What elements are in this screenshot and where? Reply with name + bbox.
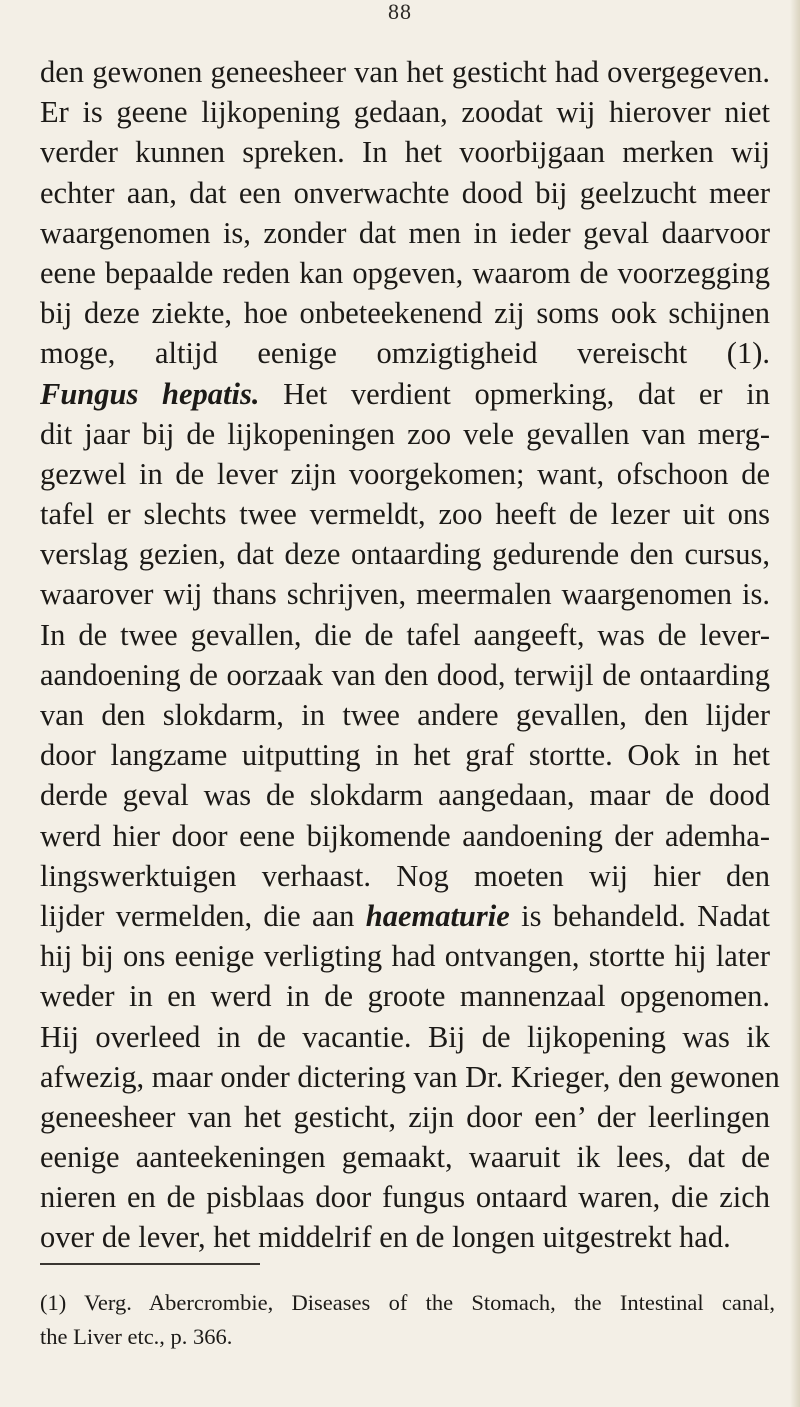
text-line: bij deze ziekte, hoe onbeteekenend zij soms ook schijnen (40, 296, 770, 331)
text-line: lingswerktuigen verhaast. Nog moeten wij hier den (40, 858, 770, 893)
text-line: eenige aanteekeningen gemaakt, waaruit ik lees, dat de (40, 1140, 770, 1175)
text-line: over de lever, het middelrif en de longen uitgestrekt had. (40, 1220, 731, 1255)
text-fragment: lijder vermelden, die aan (40, 898, 366, 933)
page-edge-shadow (790, 0, 800, 1407)
text-line: derde geval was de slokdarm aangedaan, maar de dood (40, 778, 770, 813)
text-line: weder in en werd in de groote mannenzaal opgenomen. (40, 979, 770, 1014)
text-line (40, 896, 770, 936)
text-line: werd hier door eene bijkomende aandoening der ademha- (40, 818, 770, 853)
text-line: dit jaar bij de lijkopeningen zoo vele gevallen van merg- (40, 416, 770, 451)
text-line: eene bepaalde reden kan opgeven, waarom de voorzegging (40, 255, 770, 290)
text-fragment: is behandeld. Nadat (509, 898, 770, 933)
text-line: Hij overleed in de vacantie. Bij de lijkopening was ik (40, 1019, 770, 1054)
footnote-divider (40, 1263, 260, 1265)
text-line: geneesheer van het gesticht, zijn door een’ der leerlingen (40, 1099, 770, 1134)
text-line: In de twee gevallen, die de tafel aangeeft, was de lever- (40, 617, 770, 652)
text-line: echter aan, dat een onverwachte dood bij geelzucht meer (40, 175, 770, 210)
text-line: nieren en de pisblaas door fungus ontaard waren, die zich (40, 1180, 770, 1215)
text-fragment: Fungus hepatis. (40, 376, 260, 411)
text-fragment: haematurie (365, 898, 510, 933)
page-number: 88 (388, 0, 412, 24)
footnote-line-1: (1) Verg. Abercrombie, Diseases of the Stomach, the Intestinal canal, (40, 1290, 775, 1315)
text-line: aandoening de oorzaak van den dood, terwijl de ontaarding (40, 657, 770, 692)
text-line: gezwel in de lever zijn voorgekomen; want, ofschoon de (40, 456, 770, 491)
text-line: verslag gezien, dat deze ontaarding gedurende den cursus, (40, 537, 770, 572)
body-text (40, 52, 780, 1258)
text-line: Er is geene lijkopening gedaan, zoodat wij hierover niet (40, 95, 770, 130)
text-fragment: Het verdient opmerking, dat er in (259, 376, 770, 411)
text-line: van den slokdarm, in twee andere gevallen, den lijder (40, 698, 770, 732)
text-line: moge, altijd eenige omzigtigheid vereischt (1). (40, 336, 770, 371)
text-line: door langzame uitputting in het graf stortte. Ook in het (40, 738, 770, 773)
footnote (40, 1286, 775, 1354)
text-line: den gewonen geneesheer van het gesticht had overgegeven. (40, 55, 770, 89)
text-line: afwezig, maar onder dictering van Dr. Krieger, den gewonen (40, 1059, 780, 1094)
text-line: waargenomen is, zonder dat men in ieder geval daarvoor (40, 215, 770, 250)
footnote-line-2: the Liver etc., p. 366. (40, 1324, 233, 1349)
text-line: hij bij ons eenige verligting had ontvangen, stortte hij later (40, 939, 770, 974)
text-line (40, 374, 770, 414)
text-line: verder kunnen spreken. In het voorbijgaan merken wij (40, 135, 770, 170)
text-line: waarover wij thans schrijven, meermalen waargenomen is. (40, 577, 770, 612)
text-line: tafel er slechts twee vermeldt, zoo heeft de lezer uit ons (40, 497, 770, 532)
